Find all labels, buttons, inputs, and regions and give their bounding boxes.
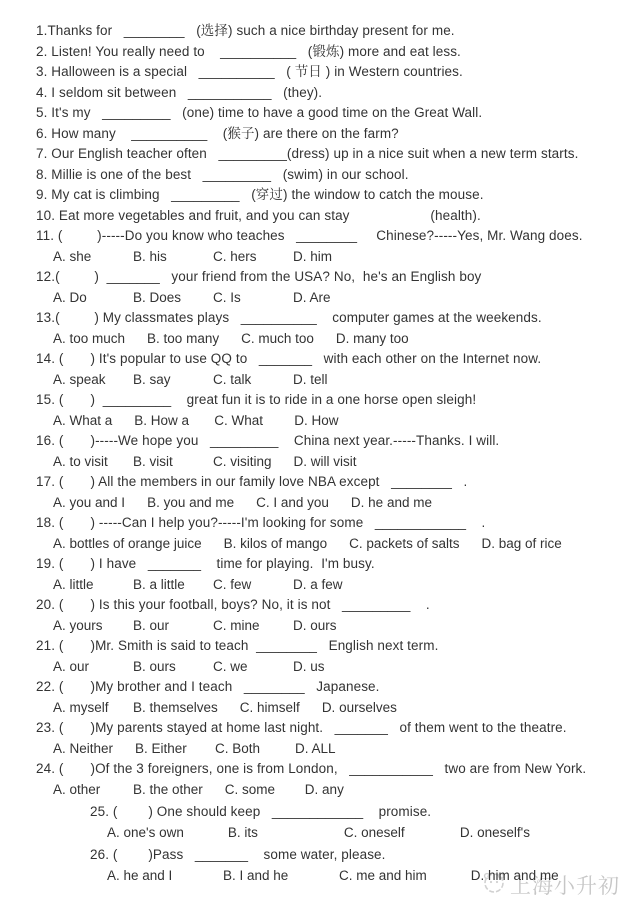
mc-options-row [36,780,619,801]
mc-option: B. you and me [147,494,235,510]
mc-option: A. too much [53,330,126,346]
mc-option: D. he and me [350,494,432,510]
mc-options-row [36,370,619,391]
mc-option: D. ours [293,617,337,633]
mc-option: D. any [304,781,344,797]
mc-option: D. ourselves [321,699,397,715]
mc-option: C. me and him [339,867,427,883]
mc-question-text: 22. ( )My brother and I teach ________ Japanese. [36,679,380,694]
mc-option: B. How a [134,412,190,428]
mc-option: B. Either [135,740,187,756]
mc-options-row [36,616,619,637]
mc-question-text: 25. ( ) One should keep ____________ promise. [90,804,432,819]
mc-question-block [36,718,619,759]
mc-question-block [36,554,619,595]
mc-option: C. I and you [256,494,329,510]
mc-option: C. Is [213,289,241,305]
mc-question-block [36,759,619,800]
mc-question-block [36,390,619,431]
mc-option: A. Neither [53,740,114,756]
mc-option: D. oneself's [459,824,530,840]
mc-option: A. she [53,248,92,264]
mc-options-row [36,739,619,760]
mc-option: A. What a [53,412,113,428]
mc-options-row [36,657,619,678]
mc-question-block [36,472,619,513]
mc-option: A. myself [53,699,109,715]
fill-question-list [36,21,619,226]
mc-option: B. kilos of mango [223,535,328,551]
mc-options-row [36,534,619,555]
mc-question-block [36,595,619,636]
mc-question-block [36,226,619,267]
fill-question: 8. Millie is one of the best _________ (swim) in our school. [36,166,409,182]
mc-options-row [36,247,619,268]
mc-option: C. hers [213,248,257,264]
mc-question-block [36,513,619,554]
mc-question-text: 12.( ) _______ your friend from the USA? No, he's an English boy [36,269,482,284]
mc-option: D. How [294,412,339,428]
mc-question-block [36,349,619,390]
mc-question-text: 16. ( )-----We hope you _________ China next year.-----Thanks. I will. [36,433,500,448]
mc-question-text: 17. ( ) All the members in our family love NBA except ________ . [36,474,468,489]
mc-question-block [90,802,619,843]
mc-options-row [36,493,619,514]
fill-question: 10. Eat more vegetables and fruit, and you can stay (health). [36,207,481,223]
fill-question: 1.Thanks for ________ (选择) such a nice birthday present for me. [36,23,455,38]
watermark-text: 上海小升初 [510,874,620,898]
mc-option: A. he and I [107,867,173,883]
mc-option: D. will visit [293,453,357,469]
mc-question-text: 19. ( ) I have _______ time for playing. I'm busy. [36,556,375,571]
mc-option: C. himself [239,699,300,715]
mc-question-block [36,677,619,718]
mc-option: D. a few [293,576,343,592]
mc-option: D. ALL [295,740,336,756]
fill-question: 3. Halloween is a special __________ ( 节日 ) in Western countries. [36,64,463,79]
mc-options-row [36,698,619,719]
mc-option: A. to visit [53,453,108,469]
mc-question-text: 24. ( )Of the 3 foreigners, one is from London, ___________ two are from New York. [36,761,587,776]
mc-question-block [36,431,619,472]
mc-question-text: 13.( ) My classmates plays __________ computer games at the weekends. [36,310,542,325]
mc-question-text: 21. ( )Mr. Smith is said to teach ________ English next term. [36,638,439,653]
mc-question-text: 26. ( )Pass _______ some water, please. [90,847,386,862]
mc-question-text: 11. ( )-----Do you know who teaches ________ Chinese?-----Yes, Mr. Wang does. [36,228,583,243]
fill-question: 9. My cat is climbing _________ (穿过) the window to catch the mouse. [36,187,484,202]
mc-option: A. bottles of orange juice [53,535,202,551]
mc-option: B. his [133,248,167,264]
mc-options-row [90,823,619,844]
mc-option: B. say [133,371,171,387]
mc-option: A. other [53,781,101,797]
mc-question-block [36,308,619,349]
mc-option: C. visiting [213,453,272,469]
mc-question-block [90,845,619,886]
mc-option: C. packets of salts [349,535,460,551]
mc-option: A. speak [53,371,106,387]
mc-option: B. the other [133,781,203,797]
mc-options-row [90,866,619,887]
mc-question-text: 18. ( ) -----Can I help you?-----I'm looking for some ____________ . [36,515,486,530]
mc-option: D. Are [293,289,331,305]
mc-question-text: 20. ( ) Is this your football, boys? No, it is not _________ . [36,597,430,612]
mc-option: D. many too [335,330,409,346]
mc-options-row [36,575,619,596]
mc-options-row [36,411,619,432]
fill-question: 4. I seldom sit between ___________ (they). [36,84,323,100]
mc-option: A. you and I [53,494,126,510]
mc-question-list [36,226,619,886]
mc-option: C. talk [213,371,252,387]
mc-question-block [36,636,619,677]
fill-question: 5. It's my _________ (one) time to have a good time on the Great Wall. [36,105,483,120]
mc-option: B. ours [133,658,176,674]
fill-question: 6. How many __________ (猴子) are there on the farm? [36,125,399,141]
mc-option: D. him and me [470,867,559,883]
mc-option: C. much too [241,330,314,346]
mc-option: B. I and he [223,867,289,883]
mc-option: D. us [293,658,325,674]
mc-option: C. mine [213,617,260,633]
mc-option: C. few [213,576,252,592]
fill-question: 7. Our English teacher often _________(dress) up in a nice suit when a new term starts. [36,146,579,161]
mc-options-row [36,288,619,309]
mc-option: B. Does [133,289,182,305]
mc-option: C. Both [215,740,261,756]
mc-question-text: 15. ( ) _________ great fun it is to ride in a one horse open sleigh! [36,392,477,407]
mc-option: D. tell [293,371,328,387]
mc-option: B. too many [147,330,220,346]
mc-options-row [36,329,619,350]
mc-option: B. our [133,617,170,633]
mc-option: D. him [293,248,333,264]
mc-option: A. one's own [107,824,184,840]
mc-question-text: 14. ( ) It's popular to use QQ to _______ with each other on the Internet now. [36,351,542,366]
mc-option: D. bag of rice [481,535,562,551]
mc-option: A. Do [53,289,87,305]
mc-option: B. a little [133,576,185,592]
mc-option: C. What [214,412,264,428]
mc-question-block [36,267,619,308]
mc-option: B. visit [133,453,173,469]
mc-option: C. oneself [343,824,405,840]
mc-option: B. themselves [133,699,218,715]
mc-options-row [36,452,619,473]
mc-option: A. little [53,576,94,592]
mc-option: B. its [227,824,258,840]
mc-option: C. we [213,658,248,674]
mc-option: C. some [224,781,276,797]
mc-question-text: 23. ( )My parents stayed at home last night. _______ of them went to the theatre. [36,720,567,735]
mc-option: A. our [53,658,90,674]
fill-question: 2. Listen! You really need to __________ (锻炼) more and eat less. [36,43,461,59]
mc-option: A. yours [53,617,103,633]
